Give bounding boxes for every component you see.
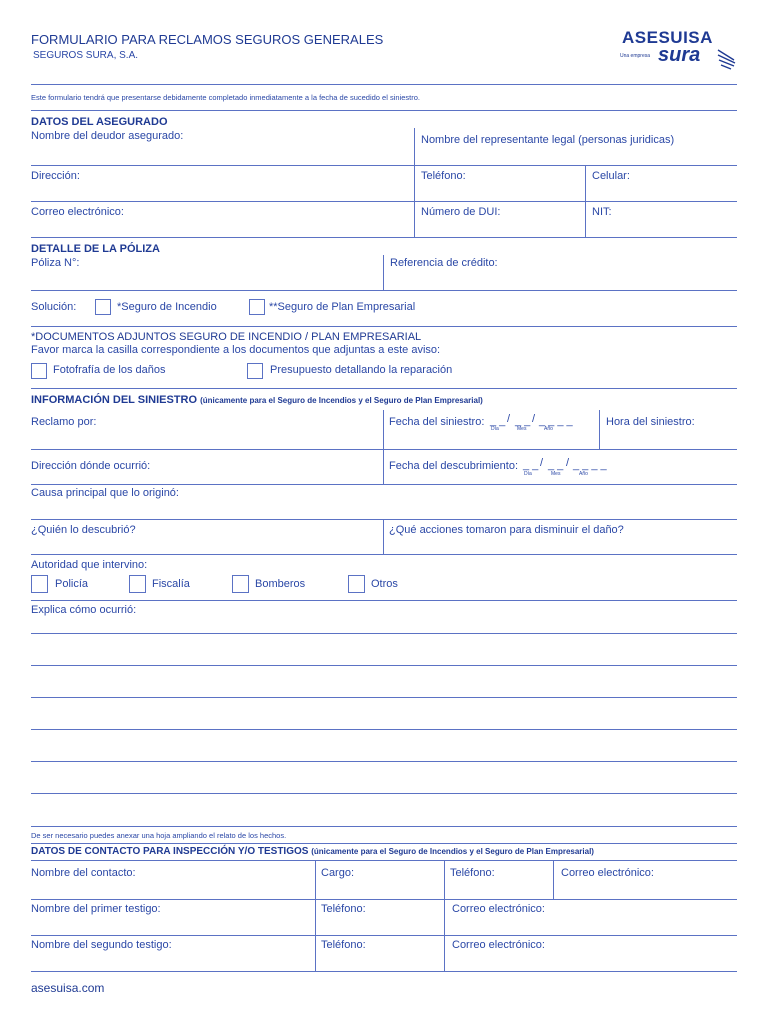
explica-ocurrio-field[interactable]: Explica cómo ocurrió: — [31, 604, 137, 616]
fecha-descubrimiento-dia: _ _ — [523, 459, 539, 471]
poliza-numero-field[interactable]: Póliza N°: — [31, 257, 80, 269]
dia-label: Día — [524, 471, 532, 477]
section-siniestro-title — [31, 394, 483, 406]
divider — [31, 237, 737, 238]
section-asegurado-title: DATOS DEL ASEGURADO — [31, 116, 168, 128]
causa-principal-field[interactable]: Causa principal que lo originó: — [31, 487, 179, 499]
quien-descubrio-field[interactable]: ¿Quién lo descubrió? — [31, 524, 136, 536]
mes-label: Mes — [551, 471, 561, 477]
fecha-descubrimiento-field[interactable]: Fecha del descubrimiento: — [389, 460, 519, 472]
reclamo-por-field[interactable]: Reclamo por: — [31, 416, 97, 428]
intro-text: Este formulario tendrá que presentarse debidamente completado inmediatamente a la fecha de sucedido el siniestro. — [31, 93, 420, 102]
divider — [383, 410, 384, 450]
company-name: SEGUROS SURA, S.A. — [33, 50, 139, 61]
writing-line[interactable] — [31, 761, 737, 762]
fecha-siniestro-dia: _ _ — [490, 415, 506, 427]
fecha-descubrimiento-mes: _ _ — [548, 459, 564, 471]
divider — [414, 165, 415, 202]
divider — [31, 843, 737, 844]
contacto-title-text: DATOS DE CONTACTO PARA INSPECCIÓN Y/O TESTIGOS — [31, 846, 309, 857]
dui-field[interactable]: Número de DUI: — [421, 206, 501, 218]
seguro-incendio-label: *Seguro de Incendio — [117, 301, 217, 313]
testigo1-telefono-field[interactable]: Teléfono: — [321, 903, 366, 915]
acciones-field[interactable]: ¿Qué acciones tomaron para disminuir el daño? — [389, 524, 624, 536]
divider — [414, 201, 415, 238]
logo-tagline: Una empresa — [620, 53, 651, 59]
contacto-telefono-field[interactable]: Teléfono: — [450, 867, 495, 879]
testigo1-nombre-field[interactable]: Nombre del primer testigo: — [31, 903, 161, 915]
seguro-incendio-checkbox[interactable] — [95, 299, 111, 315]
presupuesto-label: Presupuesto detallando la reparación — [270, 364, 453, 376]
policia-label: Policía — [55, 578, 89, 590]
divider — [31, 84, 737, 85]
divider — [315, 860, 316, 971]
divider — [31, 899, 737, 900]
divider — [31, 600, 737, 601]
fecha-siniestro-sep: / — [532, 413, 536, 425]
section-contacto-title — [31, 846, 594, 857]
footer-url-link[interactable]: asesuisa.com — [31, 981, 105, 995]
fecha-siniestro-anio: _ _ _ _ — [539, 415, 573, 427]
divider — [31, 326, 737, 327]
writing-line[interactable] — [31, 633, 737, 634]
logo-sura-text: sura — [658, 44, 701, 66]
fiscalia-label: Fiscalía — [152, 578, 190, 590]
divider — [599, 410, 600, 450]
writing-line[interactable] — [31, 665, 737, 666]
correo-field[interactable]: Correo electrónico: — [31, 206, 124, 218]
form-title: FORMULARIO PARA RECLAMOS SEGUROS GENERALES — [31, 32, 384, 47]
fecha-siniestro-mes: _ _ — [515, 415, 531, 427]
anexo-note: De ser necesario puedes anexar una hoja ampliando el relato de los hechos. — [31, 831, 287, 840]
direccion-ocurrio-field[interactable]: Dirección dónde ocurrió: — [31, 460, 151, 472]
plan-empresarial-checkbox[interactable] — [249, 299, 265, 315]
divider — [585, 201, 586, 238]
testigo2-telefono-field[interactable]: Teléfono: — [321, 939, 366, 951]
celular-field[interactable]: Celular: — [592, 170, 630, 182]
otros-checkbox[interactable] — [348, 575, 365, 593]
solucion-label: Solución: — [31, 301, 77, 313]
referencia-credito-field[interactable]: Referencia de crédito: — [390, 257, 498, 269]
fiscalia-checkbox[interactable] — [129, 575, 146, 593]
autoridad-label: Autoridad que intervino: — [31, 559, 148, 571]
nit-field[interactable]: NIT: — [592, 206, 612, 218]
telefono-field[interactable]: Teléfono: — [421, 170, 466, 182]
logo-asesuisa-text: ASESUISA — [622, 28, 713, 47]
divider — [31, 388, 737, 389]
fecha-siniestro-field[interactable]: Fecha del siniestro: — [389, 416, 485, 428]
presupuesto-checkbox[interactable] — [247, 363, 263, 379]
fecha-siniestro-sep: / — [507, 413, 511, 425]
fotos-label: Fotofrafía de los daños — [53, 364, 166, 376]
fecha-descubrimiento-anio: _ _ _ _ — [573, 459, 607, 471]
section-poliza-title: DETALLE DE LA PÓLIZA — [31, 243, 160, 255]
divider — [31, 484, 737, 485]
testigo2-correo-field[interactable]: Correo electrónico: — [452, 939, 545, 951]
divider — [31, 165, 737, 166]
dia-label: Día — [491, 426, 499, 432]
testigo2-nombre-field[interactable]: Nombre del segundo testigo: — [31, 939, 172, 951]
anio-label: Año — [544, 426, 553, 432]
contacto-title-note: (únicamente para el Seguro de Incendios y el Seguro de Plan Empresarial) — [311, 847, 594, 856]
direccion-field[interactable]: Dirección: — [31, 170, 80, 182]
documentos-instruction: Favor marca la casilla correspondiente a los documentos que adjuntas a este aviso: — [31, 344, 441, 356]
plan-empresarial-label: **Seguro de Plan Empresarial — [269, 301, 416, 313]
divider — [31, 971, 737, 972]
writing-line[interactable] — [31, 826, 737, 827]
cargo-field[interactable]: Cargo: — [321, 867, 355, 879]
testigo1-correo-field[interactable]: Correo electrónico: — [452, 903, 545, 915]
bomberos-checkbox[interactable] — [232, 575, 249, 593]
divider — [31, 201, 737, 202]
divider — [31, 290, 737, 291]
writing-line[interactable] — [31, 729, 737, 730]
divider — [31, 449, 737, 450]
nombre-asegurado-field[interactable]: Nombre del deudor asegurado: — [31, 130, 184, 142]
divider — [31, 519, 737, 520]
otros-label: Otros — [371, 578, 398, 590]
hora-siniestro-field[interactable]: Hora del siniestro: — [606, 416, 695, 428]
divider — [31, 554, 737, 555]
nombre-contacto-field[interactable]: Nombre del contacto: — [31, 867, 136, 879]
divider — [414, 128, 415, 166]
fecha-descubrimiento-sep: / — [566, 457, 570, 469]
siniestro-title-note: (únicamente para el Seguro de Incendios y el Seguro de Plan Empresarial) — [200, 396, 483, 405]
section-documentos-title: *DOCUMENTOS ADJUNTOS SEGURO DE INCENDIO / PLAN EMPRESARIAL — [31, 331, 422, 343]
representante-legal-field[interactable]: Nombre del representante legal (personas juridicas) — [421, 134, 675, 146]
bomberos-label: Bomberos — [255, 578, 306, 590]
mes-label: Mes — [517, 426, 527, 432]
divider — [383, 255, 384, 291]
divider — [444, 860, 445, 971]
divider — [31, 110, 737, 111]
writing-line[interactable] — [31, 697, 737, 698]
divider — [31, 860, 737, 861]
writing-line[interactable] — [31, 793, 737, 794]
divider — [585, 165, 586, 202]
anio-label: Año — [579, 471, 588, 477]
divider — [383, 449, 384, 485]
divider — [383, 519, 384, 555]
divider — [31, 935, 737, 936]
contacto-correo-field[interactable]: Correo electrónico: — [561, 867, 654, 879]
fecha-descubrimiento-sep: / — [540, 457, 544, 469]
divider — [553, 860, 554, 899]
sura-wings-icon — [716, 46, 738, 72]
policia-checkbox[interactable] — [31, 575, 48, 593]
siniestro-title-text: INFORMACIÓN DEL SINIESTRO — [31, 394, 198, 406]
fotos-checkbox[interactable] — [31, 363, 47, 379]
asesuisa-sura-logo — [610, 26, 740, 76]
